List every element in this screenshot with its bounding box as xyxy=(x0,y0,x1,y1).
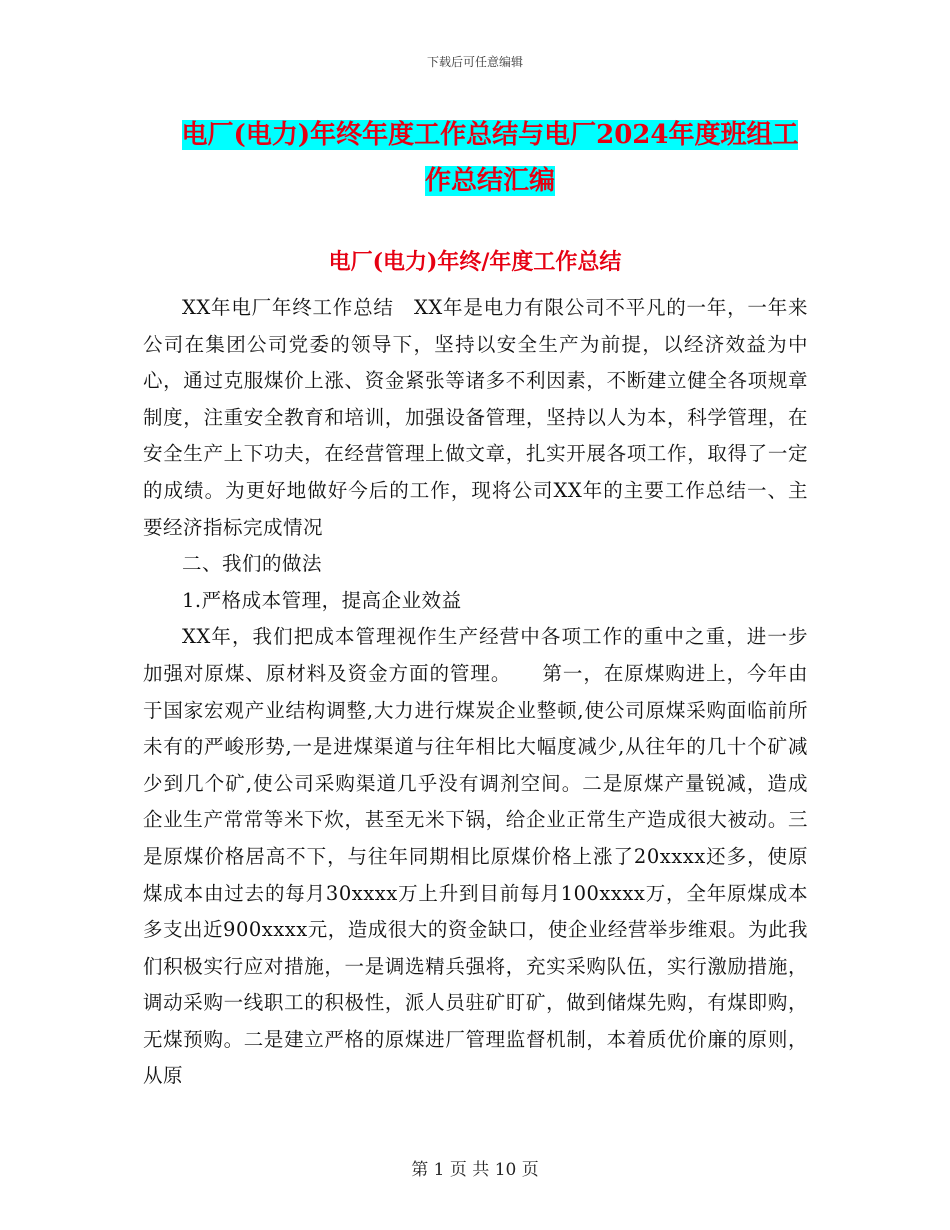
paragraph-heading-cost: 1.严格成本管理，提高企业效益 xyxy=(182,588,462,612)
title-line-2: 作总结汇编 xyxy=(424,166,555,196)
header-note: 下载后可任意编辑 xyxy=(426,55,523,69)
paragraph-cost-management: XX年，我们把成本管理视作生产经营中各项工作的重中之重，进一步加强对原煤、原材料及资金方面的管理。 第一，在原煤购进上，今年由于国家宏观产业结构调整,大力进行煤炭企业整顿,使公司原煤采购面临前所未有的严峻形势,一是进煤渠道与往年相比大幅度减少,从往年的几十个矿减少到几个矿,使公司采购渠道几乎没有调剂空间。二是原煤产量锐减，造成企业生产常常等米下炊，甚至无米下锅，给企业正常生产造成很大被动。三是原煤价格居高不下，与往年同期相比原煤价格上涨了20xxxx还多，使原煤成本由过去的每月30xxxx万上升到目前每月100xxxx万，全年原煤成本多支出近900xxxx元，造成很大的资金缺口，使企业经营举步维艰。为此我们积极实行应对措施，一是调选精兵强将，充实采购队伍，实行激励措施，调动采购一线职工的积极性，派人员驻矿盯矿，做到储煤先购，有煤即购，无煤预购。二是建立严格的原煤进厂管理监督机制，本着质优价廉的原则，从原 xyxy=(143,625,808,1088)
document-title xyxy=(140,112,840,204)
paragraph-intro: XX年电厂年终工作总结 XX年是电力有限公司不平凡的一年，一年来公司在集团公司党委的领导下，坚持以安全生产为前提，以经济效益为中心，通过克服煤价上涨、资金紧张等诸多不利因素，不断建立健全各项规章制度，注重安全教育和培训，加强设备管理，坚持以人为本，科学管理，在安全生产上下功夫，在经营管理上做文章，扎实开展各项工作，取得了一定的成绩。为更好地做好今后的工作，现将公司XX年的主要工作总结一、主要经济指标完成情况 xyxy=(143,296,808,539)
title-line-1: 电厂(电力)年终年度工作总结与电厂2024年度班组工 xyxy=(181,120,799,150)
page-footer: 第 1 页 共 10 页 xyxy=(411,1160,539,1180)
body-text xyxy=(143,290,808,1095)
paragraph-heading-methods: 二、我们的做法 xyxy=(182,552,323,576)
section-title: 电厂(电力)年终/年度工作总结 xyxy=(328,249,622,275)
